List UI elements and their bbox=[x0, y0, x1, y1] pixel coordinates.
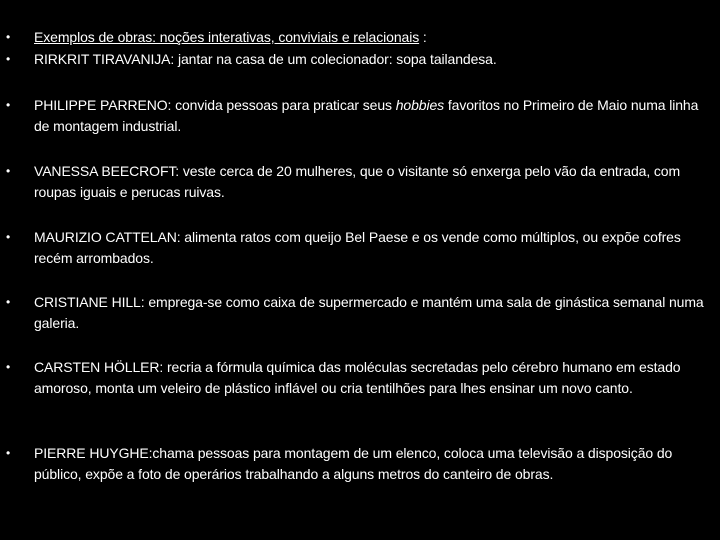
list-item-text: VANESSA BEECROFT: veste cerca de 20 mulheres, que o visitante só enxerga pelo vão da entrada, com roupas iguais e perucas ruivas. bbox=[34, 163, 681, 200]
text-after: favoritos no Primeiro de Maio numa linha de montagem industrial. bbox=[34, 97, 699, 134]
list-item-text bbox=[34, 95, 714, 136]
list-item-text: RIRKRIT TIRAVANIJA: jantar na casa de um colecionador: sopa tailandesa. bbox=[34, 51, 497, 67]
italic-text: hobbies bbox=[395, 97, 445, 113]
list-item-text: CRISTIANE HILL: emprega-se como caixa de supermercado e mantém uma sala de ginástica semanal numa galeria. bbox=[34, 294, 704, 331]
bullet-icon: • bbox=[6, 360, 11, 374]
bullet-icon: • bbox=[6, 98, 11, 112]
examples-link[interactable]: Exemplos de obras: noções interativas, conviviais e relacionais bbox=[34, 29, 420, 45]
bullet-icon: • bbox=[6, 230, 11, 244]
bullet-icon: • bbox=[6, 52, 11, 66]
list-item-text: PIERRE HUYGHE:chama pessoas para montagem de um elenco, coloca uma televisão a disposição do público, expõe a foto de operários trabalhando a alguns metros do canteiro de obras. bbox=[34, 445, 673, 482]
list-item-text: MAURIZIO CATTELAN: alimenta ratos com queijo Bel Paese e os vende como múltiplos, ou expõe cofres recém arrombados. bbox=[34, 229, 681, 266]
bullet-icon: • bbox=[6, 446, 11, 460]
bullet-icon: • bbox=[6, 164, 11, 178]
text-before: PHILIPPE PARRENO: convida pessoas para praticar seus bbox=[34, 97, 396, 113]
list-item-text bbox=[34, 27, 714, 48]
bullet-icon: • bbox=[6, 30, 11, 44]
list-item-text: CARSTEN HÖLLER: recria a fórmula química das moléculas secretadas pelo cérebro humano em estado amoroso, monta um veleiro de plástico inflável ou cria tentilhões para lhes ensinar um novo canto. bbox=[34, 359, 681, 396]
link-suffix: : bbox=[419, 29, 427, 45]
bullet-icon: • bbox=[6, 295, 11, 309]
